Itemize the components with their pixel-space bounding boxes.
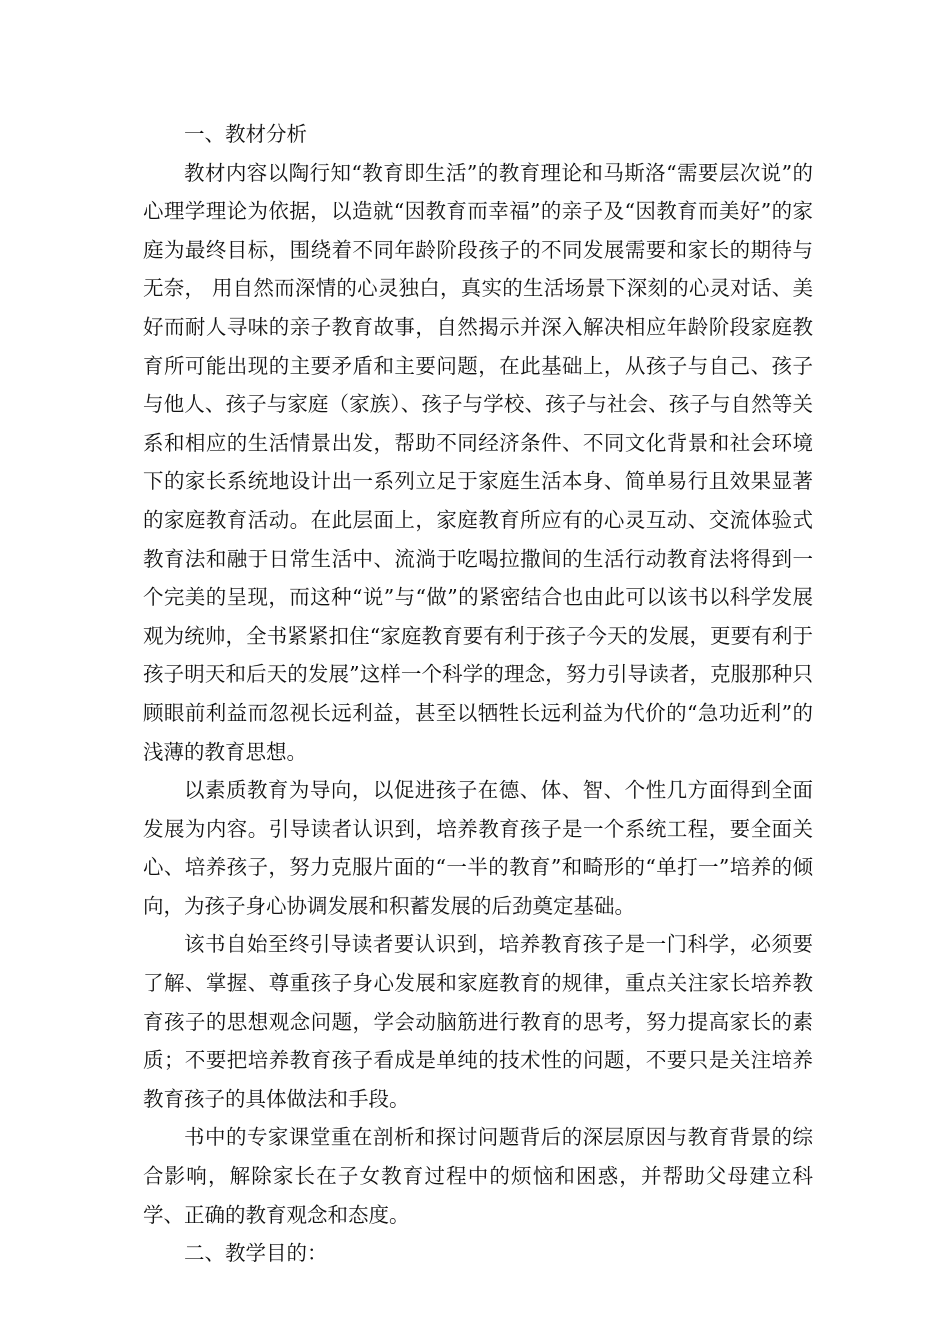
section-heading-teaching-purpose: 二、教学目的： (184, 1241, 328, 1266)
document-body (143, 115, 813, 1273)
paragraph-education-science: 该书自始至终引导读者要认识到，培养教育孩子是一门科学，必须要了解、掌握、尊重孩子身心发展和家庭教育的规律，重点关注家长培养教育孩子的思想观念问题，学会动脑筋进行教育的思考，努力提高家长的素质；不要把培养教育孩子看成是单纯的技术性的问题，不要只是关注培养教育孩子的具体做法和手段。 (143, 932, 813, 1111)
paragraph-quality-education: 以素质教育为导向，以促进孩子在德、体、智、个性几方面得到全面发展为内容。引导读者认识到，培养教育孩子是一个系统工程，要全面关心、培养孩子，努力克服片面的“一半的教育”和畸形的“单打一”培养的倾向，为孩子身心协调发展和积蓄发展的后劲奠定基础。 (143, 778, 813, 918)
paragraph-textbook-content: 教材内容以陶行知“教育即生活”的教育理论和马斯洛“需要层次说”的心理学理论为依据，以造就“因教育而幸福”的亲子及“因教育而美好”的家庭为最终目标，围绕着不同年龄阶段孩子的不同发展需要和家长的期待与无奈， 用自然而深情的心灵独白，真实的生活场景下深刻的心灵对话、美好而耐人寻味的亲子教育故事，自然揭示并深入解决相应年龄阶段家庭教育所可能出现的主要矛盾和主要问题，在此基础上，从孩子与自己、孩子与他人、孩子与家庭（家族）、孩子与学校、孩子与社会、孩子与自然等关系和相应的生活情景出发，帮助不同经济条件、不同文化背景和社会环境下的家长系统地设计出一系列立足于家庭生活本身、简单易行且效果显著的家庭教育活动。在此层面上，家庭教育所应有的心灵互动、交流体验式教育法和融于日常生活中、流淌于吃喝拉撒间的生活行动教育法将得到一个完美的呈现，而这种“说”与“做”的紧密结合也由此可以该书以科学发展观为统帅，全书紧紧扣住“家庭教育要有利于孩子今天的发展，更要有利于孩子明天和后天的发展”这样一个科学的理念，努力引导读者，克服那种只顾眼前利益而忽视长远利益，甚至以牺牲长远利益为代价的“急功近利”的浅薄的教育思想。 (143, 160, 813, 764)
paragraph-expert-classroom: 书中的专家课堂重在剖析和探讨问题背后的深层原因与教育背景的综合影响，解除家长在子女教育过程中的烦恼和困惑，并帮助父母建立科学、正确的教育观念和态度。 (143, 1125, 813, 1227)
section-heading-textbook-analysis: 一、教材分析 (184, 122, 307, 146)
